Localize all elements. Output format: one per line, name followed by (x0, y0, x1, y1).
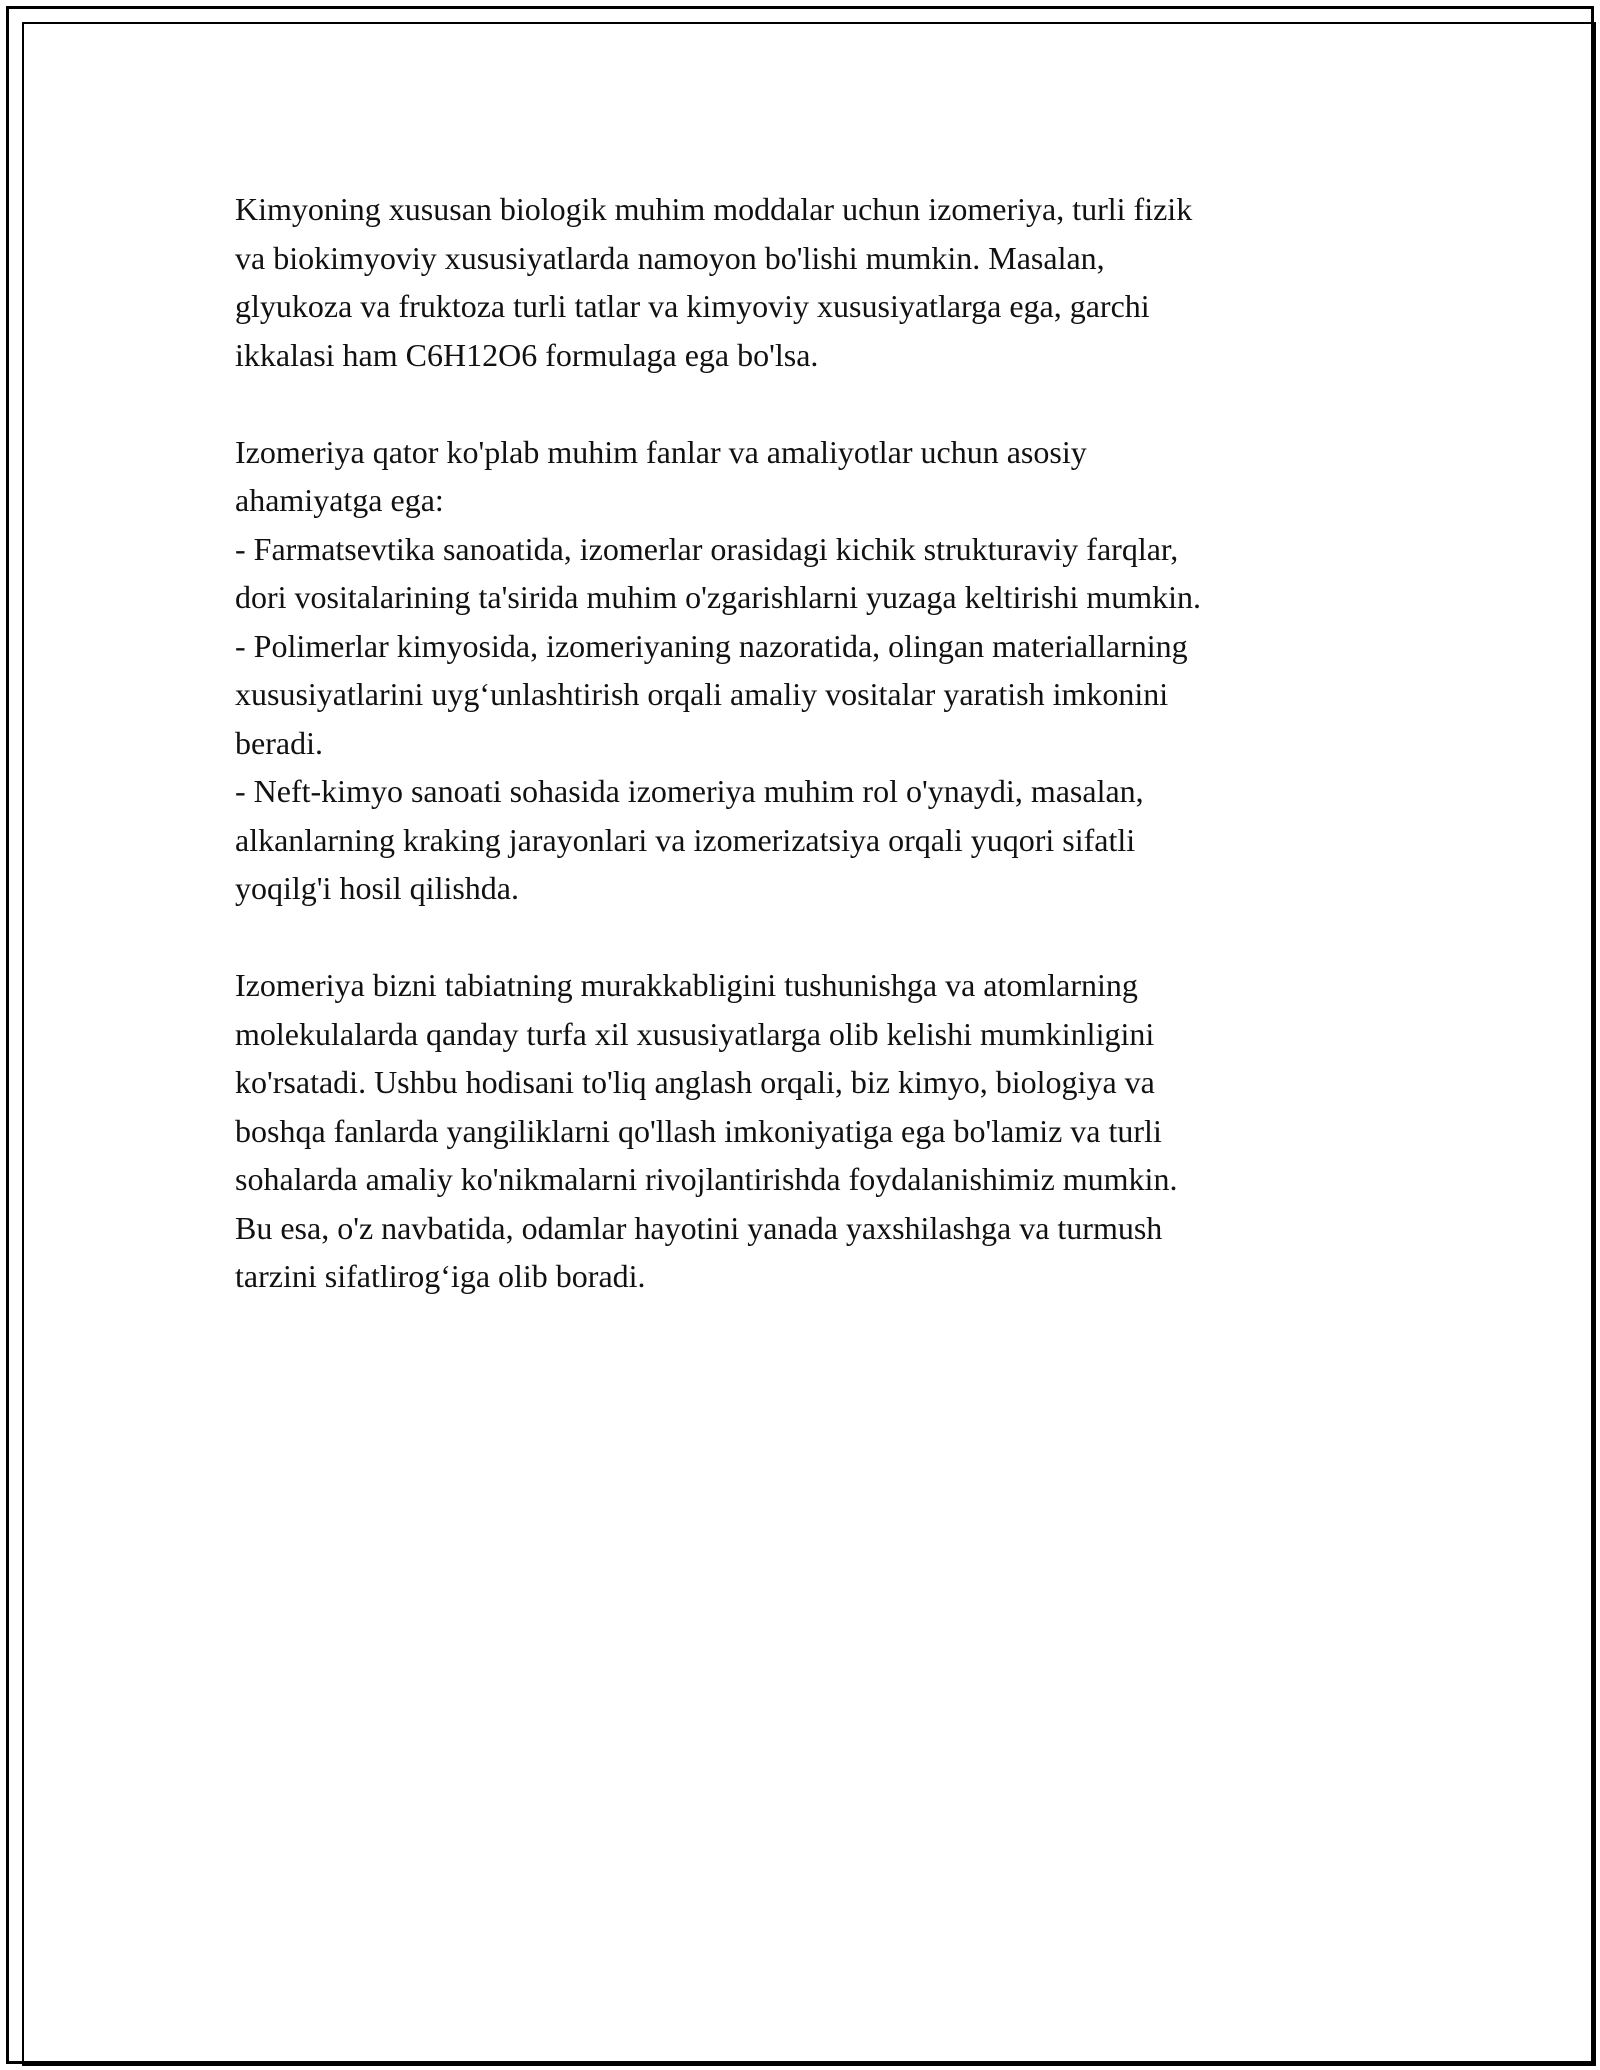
text-line: ikkalasi ham C6H12O6 formulaga ega bo'lsa. (235, 336, 819, 373)
text-line: dori vositalarining ta'sirida muhim o'zgarishlarni yuzaga keltirishi mumkin. (235, 579, 1201, 615)
text-line: alkanlarning kraking jarayonlari va izomerizatsiya orqali yuqori sifatli (235, 821, 1136, 858)
text-line: tarzini sifatlirog‘iga olib boradi. (235, 1258, 646, 1294)
text-line: beradi. (235, 724, 323, 761)
paragraph-intro (235, 185, 1375, 379)
text-line: sohalarda amaliy ko'nikmalarni rivojlantirishda foydalanishimiz mumkin. (235, 1161, 1178, 1197)
text-line: molekulalarda qanday turfa xil xususiyatlarga olib kelishi mumkinligini (235, 1015, 1155, 1052)
text-line: ahamiyatga ega: (235, 482, 444, 518)
list-item-polymers: - Polimerlar kimyosida, izomeriyaning nazoratida, olingan materiallarning (235, 627, 1188, 664)
paragraph-conclusion (235, 961, 1375, 1301)
paragraph-applications (235, 428, 1375, 913)
text-line: ko'rsatadi. Ushbu hodisani to'liq anglash orqali, biz kimyo, biologiya va (235, 1064, 1155, 1100)
text-line: va biokimyoviy xususiyatlarda namoyon bo'lishi mumkin. Masalan, (235, 239, 1105, 276)
text-line: glyukoza va fruktoza turli tatlar va kimyoviy xususiyatlarga ega, garchi (235, 288, 1150, 324)
text-line: Izomeriya bizni tabiatning murakkabligini tushunishga va atomlarning (235, 967, 1138, 1003)
list-item-petrochemical: - Neft-kimyo sanoati sohasida izomeriya muhim rol o'ynaydi, masalan, (235, 773, 1144, 809)
text-line: Kimyoning xususan biologik muhim moddalar uchun izomeriya, turli fizik (235, 191, 1193, 227)
text-line: yoqilg'i hosil qilishda. (235, 870, 519, 906)
document-body (235, 185, 1375, 1301)
text-line: xususiyatlarini uyg‘unlashtirish orqali amaliy vositalar yaratish imkonini (235, 676, 1169, 712)
text-line: Bu esa, o'z navbatida, odamlar hayotini yanada yaxshilashga va turmush (235, 1209, 1163, 1246)
text-line: Izomeriya qator ko'plab muhim fanlar va amaliyotlar uchun asosiy (235, 433, 1087, 470)
paragraph-spacer (235, 379, 1375, 428)
text-line: boshqa fanlarda yangiliklarni qo'llash imkoniyatiga ega bo'lamiz va turli (235, 1112, 1162, 1149)
paragraph-spacer (235, 913, 1375, 962)
list-item-pharma: - Farmatsevtika sanoatida, izomerlar orasidagi kichik strukturaviy farqlar, (235, 530, 1179, 567)
